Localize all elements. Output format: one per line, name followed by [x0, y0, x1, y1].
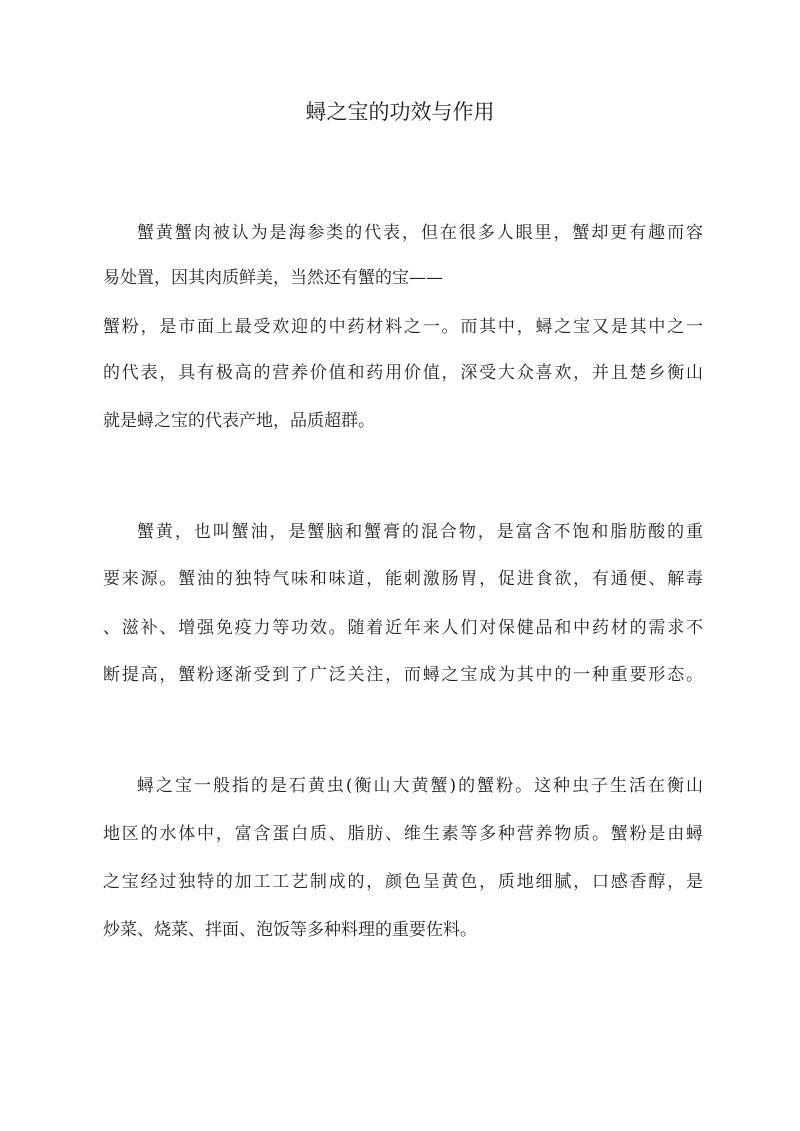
paragraph-line: 蟹黄蟹肉被认为是海参类的代表，但在很多人眼里，蟹却更有趣而容: [137, 223, 703, 243]
paragraph-line: 地区的水体中，富含蛋白质、脂肪、维生素等多种营养物质。蟹粉是由蟳: [103, 824, 703, 844]
page-title: 蟳之宝的功效与作用: [305, 100, 495, 124]
paragraph-line: 要来源。蟹油的独特气味和味道，能刺激肠胃，促进食欲，有通便、解毒: [103, 569, 703, 589]
paragraph-line: 的代表，具有极高的营养价值和药用价值，深受大众喜欢，并且楚乡衡山: [103, 363, 703, 383]
paragraph-line: 断提高，蟹粉逐渐受到了广泛关注，而蟳之宝成为其中的一种重要形态。: [103, 665, 703, 685]
paragraph-line: 易处置，因其肉质鲜美，当然还有蟹的宝——: [103, 268, 443, 288]
paragraph-line: 炒菜、烧菜、拌面、泡饭等多种料理的重要佐料。: [103, 920, 477, 940]
paragraph-line: 蟹粉，是市面上最受欢迎的中药材料之一。而其中，蟳之宝又是其中之一: [103, 317, 703, 337]
paragraph-line: 之宝经过独特的加工工艺制成的，颜色呈黄色，质地细腻，口感香醇，是: [103, 872, 703, 892]
paragraph-line: 蟹黄，也叫蟹油，是蟹脑和蟹膏的混合物，是富含不饱和脂肪酸的重: [137, 522, 703, 542]
paragraph-line: 、滋补、增强免疫力等功效。随着近年来人们对保健品和中药材的需求不: [103, 618, 703, 638]
paragraph-line: 就是蟳之宝的代表产地，品质超群。: [103, 411, 375, 431]
paragraph-line: 蟳之宝一般指的是石黄虫(衡山大黄蟹)的蟹粉。这种虫子生活在衡山: [137, 776, 703, 796]
